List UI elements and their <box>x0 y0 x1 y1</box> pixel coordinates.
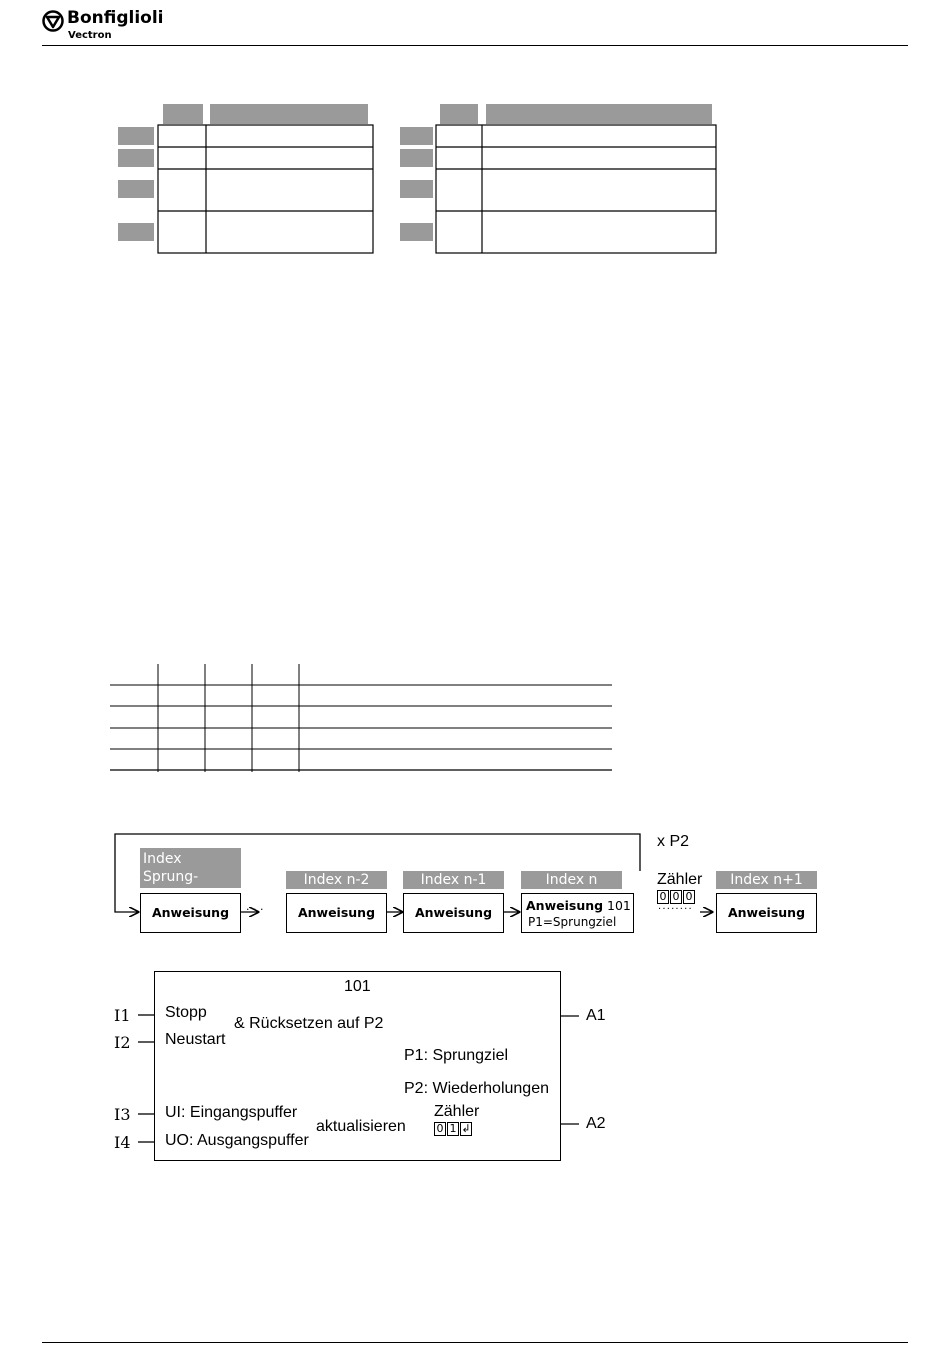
instruction-label: Anweisung <box>526 898 604 913</box>
counter-digits <box>657 890 696 904</box>
table-row-label <box>400 223 433 241</box>
output-a1: A1 <box>586 1007 606 1024</box>
counter-digit: ↲ <box>461 1122 471 1135</box>
table-header-cell <box>210 104 368 124</box>
block-title: 101 <box>344 978 371 995</box>
repeat-label: x P2 <box>657 833 690 850</box>
instruction-note: P1=Sprungziel <box>528 915 617 929</box>
index-label-n: Index n <box>521 871 622 889</box>
ellipsis: · · · <box>246 903 264 916</box>
input-i2: I2 <box>114 1033 131 1052</box>
instruction-code: 101 <box>607 898 631 913</box>
table-row-label <box>400 127 433 145</box>
block-counter-digits <box>434 1122 473 1136</box>
ui-label: UI: Eingangspuffer <box>165 1104 298 1121</box>
brand-name: Bonfiglioli <box>67 8 164 28</box>
table-row-label <box>118 223 154 241</box>
instruction-box-n-1: Anweisung <box>403 893 504 933</box>
counter-digit: 0 <box>683 890 695 904</box>
block-counter-label: Zähler <box>434 1103 480 1120</box>
jump-target-line1: Index Sprung- <box>143 851 199 885</box>
brand-sub: Vectron <box>68 30 112 41</box>
table-header-cell <box>486 104 712 124</box>
p1-label: P1: Sprungziel <box>404 1047 509 1064</box>
table-row-label <box>118 180 154 198</box>
dotted-connector: · · · · · · · · <box>658 904 691 915</box>
stop-label: Stopp <box>165 1004 207 1021</box>
table-header-cell <box>163 104 203 124</box>
input-i4: I4 <box>114 1133 131 1152</box>
footer-rule <box>42 1342 908 1343</box>
update-label: aktualisieren <box>316 1118 406 1135</box>
instruction-box-n <box>521 893 634 933</box>
instruction-box-n+1: Anweisung <box>716 893 817 933</box>
counter-digit: 0 <box>657 890 669 904</box>
instruction-box-jump-target: Anweisung <box>140 893 241 933</box>
reset-label: & Rücksetzen auf P2 <box>234 1015 384 1032</box>
table-grid <box>435 124 718 255</box>
index-label-n+1: Index n+1 <box>716 871 817 889</box>
restart-label: Neustart <box>165 1031 226 1048</box>
counter-label: Zähler <box>657 871 703 888</box>
table-grid <box>157 124 375 255</box>
table-row-label <box>118 149 154 167</box>
input-i1: I1 <box>114 1006 131 1025</box>
instruction-box-n-2: Anweisung <box>286 893 387 933</box>
counter-digit: 0 <box>670 890 682 904</box>
counter-digit: 0 <box>434 1122 446 1136</box>
counter-digit: 1 <box>447 1122 459 1136</box>
table-row-label <box>400 180 433 198</box>
bonfiglioli-logo-icon <box>42 10 64 32</box>
middle-table-grid <box>110 662 615 774</box>
index-label-n-1: Index n-1 <box>403 871 504 889</box>
header-rule <box>42 45 908 46</box>
index-label-n-2: Index n-2 <box>286 871 387 889</box>
uo-label: UO: Ausgangspuffer <box>165 1132 309 1149</box>
brand-logo <box>42 8 182 44</box>
table-row-label <box>118 127 154 145</box>
jump-target-label <box>140 848 241 888</box>
input-i3: I3 <box>114 1105 131 1124</box>
table-row-label <box>400 149 433 167</box>
output-a2: A2 <box>586 1115 606 1132</box>
p2-label: P2: Wiederholungen <box>404 1080 549 1097</box>
table-header-cell <box>440 104 478 124</box>
